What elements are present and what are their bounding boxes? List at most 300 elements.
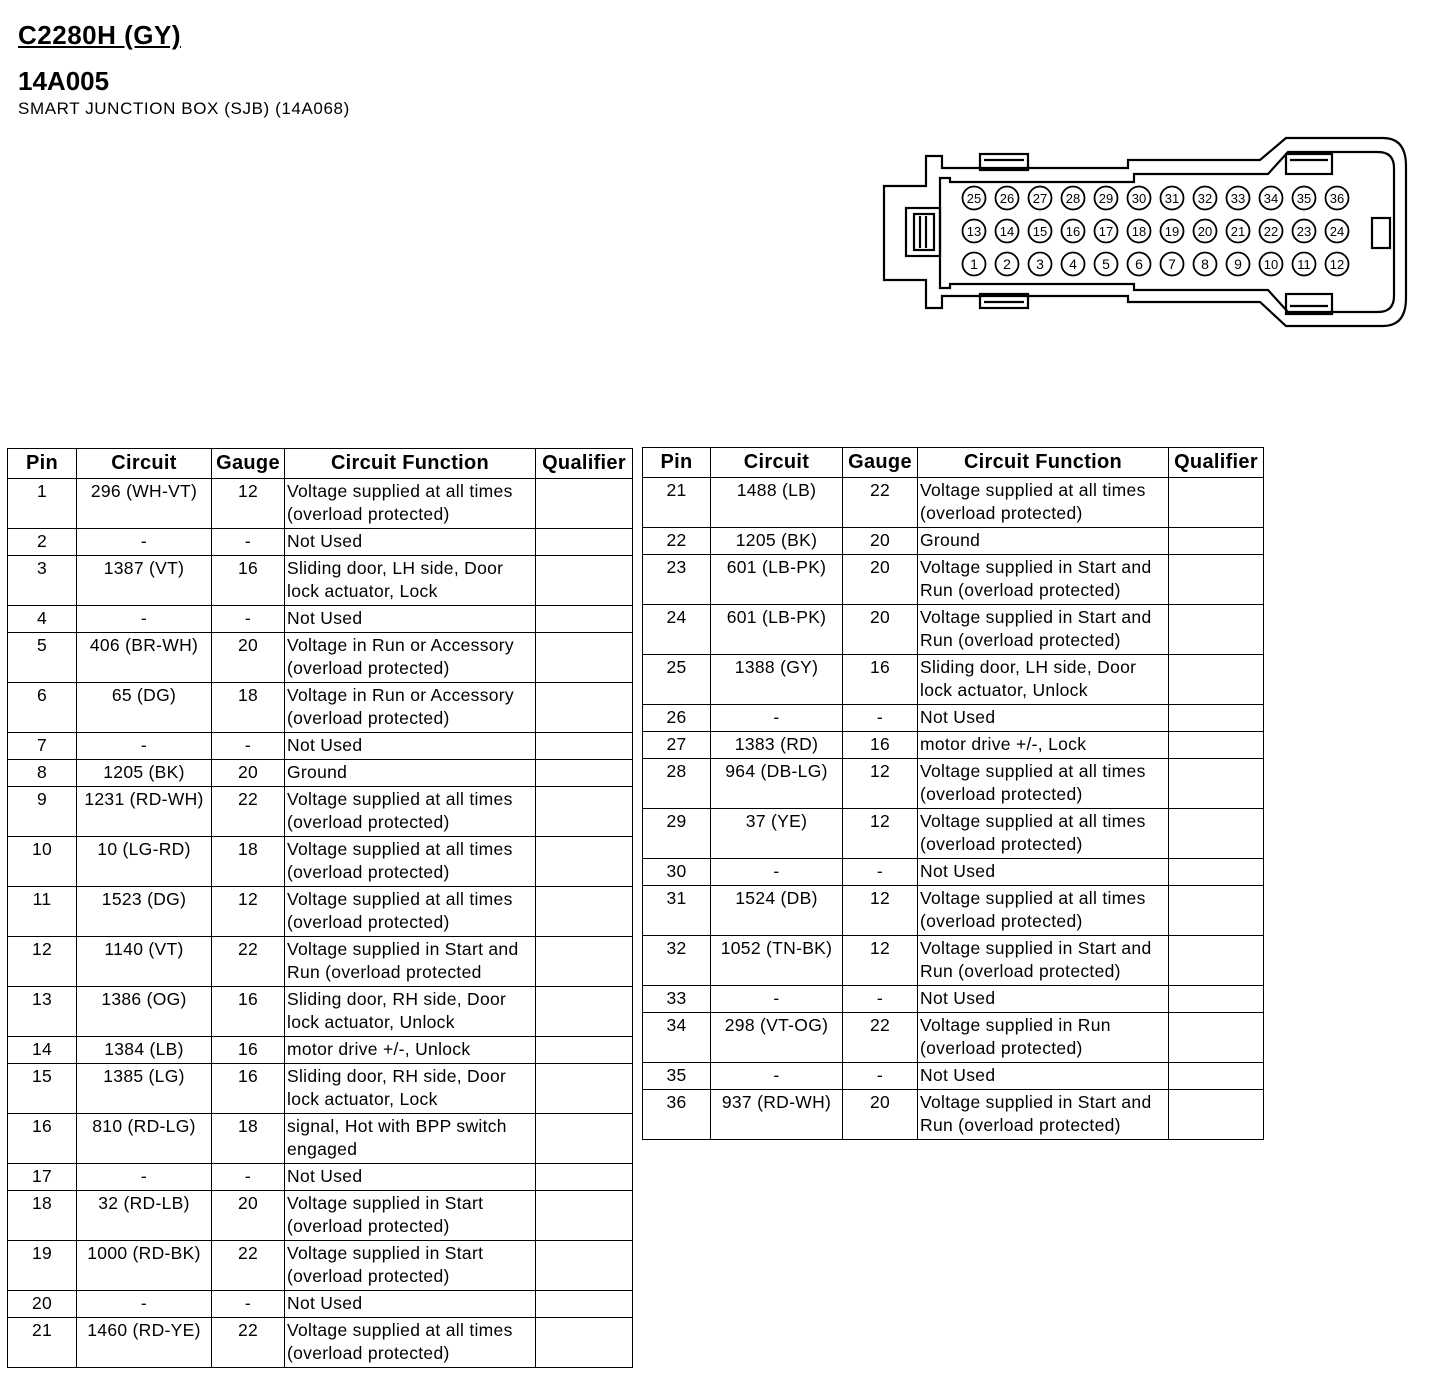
header-circuit: Circuit — [77, 449, 212, 479]
cell-circuit: - — [711, 705, 843, 732]
connector-pin — [1128, 253, 1151, 276]
cell-pin: 3 — [8, 556, 77, 606]
cell-gauge: 16 — [212, 987, 285, 1037]
table-row — [8, 787, 633, 837]
pin-number: 7 — [1168, 256, 1176, 272]
connector-pin — [1161, 253, 1184, 276]
cell-circuit-function: signal, Hot with BPP switch engaged — [285, 1114, 536, 1164]
cell-circuit-function: Voltage supplied at all times (overload protected) — [918, 886, 1169, 936]
pin-number: 14 — [999, 224, 1015, 239]
cell-circuit: 601 (LB-PK) — [711, 605, 843, 655]
cell-pin: 35 — [643, 1063, 711, 1090]
cell-pin: 31 — [643, 886, 711, 936]
cell-circuit-function: Voltage in Run or Accessory (overload protected) — [285, 633, 536, 683]
cell-circuit: 1388 (GY) — [711, 655, 843, 705]
cell-circuit: 1205 (BK) — [711, 528, 843, 555]
pin-number: 12 — [1329, 257, 1345, 272]
cell-circuit: 937 (RD-WH) — [711, 1090, 843, 1140]
header-circuit-function: Circuit Function — [918, 448, 1169, 478]
connector-pin — [1326, 220, 1349, 243]
cell-qualifier — [1169, 528, 1264, 555]
table-header-row — [643, 448, 1264, 478]
pin-number: 27 — [1032, 191, 1048, 206]
cell-qualifier — [1169, 1063, 1264, 1090]
cell-gauge: - — [843, 859, 918, 886]
cell-pin: 27 — [643, 732, 711, 759]
pin-number: 24 — [1329, 224, 1345, 239]
connector-pin — [1260, 253, 1283, 276]
connector-pin — [1062, 220, 1085, 243]
table-row — [8, 837, 633, 887]
cell-qualifier — [1169, 759, 1264, 809]
cell-gauge: 22 — [843, 1013, 918, 1063]
cell-pin: 20 — [8, 1291, 77, 1318]
table-row — [8, 733, 633, 760]
cell-circuit: 1524 (DB) — [711, 886, 843, 936]
cell-pin: 4 — [8, 606, 77, 633]
cell-circuit: 1383 (RD) — [711, 732, 843, 759]
table-row — [8, 937, 633, 987]
cell-circuit: 37 (YE) — [711, 809, 843, 859]
cell-circuit: 1231 (RD-WH) — [77, 787, 212, 837]
header-qualifier: Qualifier — [536, 449, 633, 479]
cell-gauge: 20 — [212, 633, 285, 683]
cell-circuit-function: Voltage supplied in Start and Run (overload protected) — [918, 555, 1169, 605]
cell-circuit: 1460 (RD-YE) — [77, 1318, 212, 1368]
cell-circuit: 1384 (LB) — [77, 1037, 212, 1064]
cell-circuit-function: Voltage supplied in Run (overload protected) — [918, 1013, 1169, 1063]
cell-pin: 21 — [643, 478, 711, 528]
table-row — [8, 606, 633, 633]
cell-circuit: - — [77, 1164, 212, 1191]
header-pin: Pin — [8, 449, 77, 479]
cell-qualifier — [536, 887, 633, 937]
table-row — [8, 683, 633, 733]
cell-pin: 30 — [643, 859, 711, 886]
cell-gauge: - — [212, 733, 285, 760]
pin-number: 26 — [999, 191, 1015, 206]
cell-circuit-function: Not Used — [285, 1291, 536, 1318]
connector-pin — [1095, 187, 1118, 210]
cell-qualifier — [536, 787, 633, 837]
cell-gauge: 22 — [843, 478, 918, 528]
cell-qualifier — [536, 937, 633, 987]
cell-gauge: 12 — [843, 936, 918, 986]
pin-number: 8 — [1201, 256, 1209, 272]
table-row — [8, 1114, 633, 1164]
cell-circuit-function: Not Used — [918, 986, 1169, 1013]
table-row — [643, 809, 1264, 859]
cell-circuit-function: Not Used — [285, 606, 536, 633]
cell-pin: 17 — [8, 1164, 77, 1191]
cell-gauge: - — [843, 1063, 918, 1090]
cell-circuit-function: Voltage supplied at all times (overload protected) — [918, 478, 1169, 528]
pin-number: 15 — [1032, 224, 1048, 239]
cell-qualifier — [1169, 705, 1264, 732]
cell-circuit-function: Not Used — [918, 859, 1169, 886]
cell-pin: 28 — [643, 759, 711, 809]
cell-qualifier — [1169, 859, 1264, 886]
cell-gauge: 18 — [212, 683, 285, 733]
connector-pin — [1029, 187, 1052, 210]
cell-pin: 29 — [643, 809, 711, 859]
cell-qualifier — [536, 837, 633, 887]
cell-pin: 32 — [643, 936, 711, 986]
connector-title: C2280H (GY) — [18, 20, 181, 50]
cell-circuit-function: Voltage supplied in Start and Run (overload protected — [285, 937, 536, 987]
table-row — [8, 479, 633, 529]
header-circuit-function: Circuit Function — [285, 449, 536, 479]
pin-grid — [963, 187, 1349, 276]
connector-pin — [1260, 220, 1283, 243]
table-row — [643, 605, 1264, 655]
cell-gauge: - — [843, 986, 918, 1013]
pin-number: 33 — [1230, 191, 1246, 206]
pin-number: 16 — [1065, 224, 1081, 239]
cell-circuit-function: Sliding door, RH side, Door lock actuator, Lock — [285, 1064, 536, 1114]
pin-number: 20 — [1197, 224, 1213, 239]
cell-pin: 12 — [8, 937, 77, 987]
cell-pin: 26 — [643, 705, 711, 732]
component-description: SMART JUNCTION BOX (SJB) (14A068) — [18, 99, 350, 118]
table-row — [643, 986, 1264, 1013]
connector-pin — [1194, 253, 1217, 276]
cell-circuit-function: Voltage supplied at all times (overload protected) — [285, 787, 536, 837]
connector-pin — [1227, 220, 1250, 243]
pin-number: 32 — [1197, 191, 1213, 206]
table-row — [643, 1013, 1264, 1063]
cell-pin: 15 — [8, 1064, 77, 1114]
cell-circuit-function: Voltage supplied at all times (overload protected) — [918, 759, 1169, 809]
cell-qualifier — [536, 1037, 633, 1064]
connector-pin — [963, 253, 986, 276]
pin-number: 23 — [1296, 224, 1312, 239]
cell-qualifier — [1169, 986, 1264, 1013]
cell-circuit-function: Voltage supplied at all times (overload protected) — [285, 1318, 536, 1368]
table-row — [643, 886, 1264, 936]
cell-pin: 5 — [8, 633, 77, 683]
table-row — [8, 1164, 633, 1191]
cell-pin: 24 — [643, 605, 711, 655]
pin-number: 29 — [1098, 191, 1114, 206]
pin-number: 11 — [1297, 257, 1311, 272]
pin-number: 4 — [1069, 256, 1077, 272]
cell-qualifier — [536, 1164, 633, 1191]
table-row — [643, 655, 1264, 705]
top-tab-right — [1286, 154, 1332, 174]
cell-pin: 7 — [8, 733, 77, 760]
cell-gauge: - — [212, 1164, 285, 1191]
cell-circuit: 810 (RD-LG) — [77, 1114, 212, 1164]
pin-number: 5 — [1102, 256, 1110, 272]
pin-number: 17 — [1098, 224, 1114, 239]
cell-qualifier — [1169, 605, 1264, 655]
cell-gauge: 20 — [843, 1090, 918, 1140]
table-row — [643, 555, 1264, 605]
connector-pin — [1194, 187, 1217, 210]
cell-circuit-function: Not Used — [285, 1164, 536, 1191]
cell-circuit: - — [77, 1291, 212, 1318]
cell-circuit: - — [711, 1063, 843, 1090]
cell-circuit: 1000 (RD-BK) — [77, 1241, 212, 1291]
cell-qualifier — [536, 1241, 633, 1291]
connector-pin — [963, 187, 986, 210]
connector-pin — [1161, 220, 1184, 243]
cell-circuit: 296 (WH-VT) — [77, 479, 212, 529]
cell-pin: 36 — [643, 1090, 711, 1140]
cell-pin: 21 — [8, 1318, 77, 1368]
table-row — [643, 936, 1264, 986]
connector-pin — [1062, 187, 1085, 210]
pin-table-left — [7, 448, 633, 1368]
connector-pin — [1293, 187, 1316, 210]
pin-number: 1 — [970, 256, 978, 272]
cell-circuit: 1523 (DG) — [77, 887, 212, 937]
pin-number: 10 — [1263, 257, 1279, 272]
cell-circuit: - — [77, 606, 212, 633]
table-row — [8, 760, 633, 787]
cell-circuit-function: Voltage supplied in Start and Run (overload protected) — [918, 1090, 1169, 1140]
cell-qualifier — [1169, 1090, 1264, 1140]
table-row — [643, 1090, 1264, 1140]
cell-circuit-function: Sliding door, LH side, Door lock actuator, Unlock — [918, 655, 1169, 705]
pin-number: 36 — [1329, 191, 1345, 206]
header-qualifier: Qualifier — [1169, 448, 1264, 478]
cell-qualifier — [1169, 655, 1264, 705]
cell-pin: 9 — [8, 787, 77, 837]
table-row — [8, 987, 633, 1037]
table-row — [8, 1291, 633, 1318]
table-row — [643, 759, 1264, 809]
table-row — [8, 529, 633, 556]
cell-qualifier — [536, 1291, 633, 1318]
cell-pin: 18 — [8, 1191, 77, 1241]
cell-gauge: - — [212, 606, 285, 633]
cell-circuit-function: Voltage in Run or Accessory (overload protected) — [285, 683, 536, 733]
table-row — [643, 528, 1264, 555]
cell-qualifier — [1169, 478, 1264, 528]
cell-circuit: 1385 (LG) — [77, 1064, 212, 1114]
cell-circuit: - — [77, 529, 212, 556]
cell-circuit-function: Not Used — [918, 705, 1169, 732]
pin-number: 6 — [1135, 256, 1143, 272]
pin-table-right — [642, 447, 1264, 1140]
cell-pin: 6 — [8, 683, 77, 733]
cell-pin: 23 — [643, 555, 711, 605]
cell-gauge: 20 — [843, 605, 918, 655]
connector-pin — [1161, 187, 1184, 210]
cell-gauge: 18 — [212, 837, 285, 887]
cell-qualifier — [1169, 555, 1264, 605]
cell-circuit-function: Sliding door, LH side, Door lock actuator, Lock — [285, 556, 536, 606]
cell-gauge: 16 — [843, 655, 918, 705]
cell-gauge: 12 — [843, 809, 918, 859]
cell-qualifier — [536, 606, 633, 633]
pin-number: 2 — [1003, 256, 1011, 272]
header-circuit: Circuit — [711, 448, 843, 478]
pin-number: 19 — [1164, 224, 1180, 239]
cell-gauge: 12 — [843, 759, 918, 809]
right-key — [1372, 218, 1390, 248]
pin-number: 30 — [1131, 191, 1147, 206]
cell-circuit-function: motor drive +/-, Lock — [918, 732, 1169, 759]
left-latch-inner — [914, 214, 934, 250]
table-row — [8, 887, 633, 937]
cell-qualifier — [536, 1064, 633, 1114]
cell-gauge: - — [212, 529, 285, 556]
cell-gauge: 20 — [843, 528, 918, 555]
cell-circuit-function: Voltage supplied in Start and Run (overload protected) — [918, 605, 1169, 655]
cell-circuit: 32 (RD-LB) — [77, 1191, 212, 1241]
cell-circuit: 1387 (VT) — [77, 556, 212, 606]
pin-number: 21 — [1230, 224, 1246, 239]
cell-qualifier — [1169, 732, 1264, 759]
pin-number: 18 — [1131, 224, 1147, 239]
cell-circuit: 406 (BR-WH) — [77, 633, 212, 683]
cell-qualifier — [536, 1318, 633, 1368]
table-row — [643, 732, 1264, 759]
part-number: 14A005 — [18, 66, 110, 96]
cell-gauge: 16 — [212, 556, 285, 606]
table-row — [8, 633, 633, 683]
cell-circuit-function: Ground — [918, 528, 1169, 555]
cell-circuit-function: Not Used — [285, 529, 536, 556]
cell-pin: 13 — [8, 987, 77, 1037]
cell-circuit-function: Voltage supplied at all times (overload protected) — [285, 837, 536, 887]
connector-pin — [963, 220, 986, 243]
cell-circuit: 1488 (LB) — [711, 478, 843, 528]
cell-qualifier — [1169, 1013, 1264, 1063]
connector-pin — [1029, 253, 1052, 276]
connector-pin — [1095, 220, 1118, 243]
cell-gauge: 20 — [843, 555, 918, 605]
table-row — [643, 1063, 1264, 1090]
cell-gauge: 12 — [212, 887, 285, 937]
connector-pin — [1293, 253, 1316, 276]
connector-pin — [1227, 187, 1250, 210]
cell-qualifier — [536, 479, 633, 529]
connector-pin — [1293, 220, 1316, 243]
cell-gauge: - — [843, 705, 918, 732]
cell-qualifier — [536, 760, 633, 787]
connector-pin — [1326, 187, 1349, 210]
cell-qualifier — [536, 987, 633, 1037]
connector-pin — [996, 253, 1019, 276]
cell-circuit: 1205 (BK) — [77, 760, 212, 787]
table-row — [643, 705, 1264, 732]
connector-pin — [1326, 253, 1349, 276]
cell-qualifier — [536, 683, 633, 733]
cell-gauge: 22 — [212, 1318, 285, 1368]
cell-qualifier — [1169, 809, 1264, 859]
cell-circuit: - — [77, 733, 212, 760]
table-row — [8, 1037, 633, 1064]
cell-circuit-function: Voltage supplied in Start (overload protected) — [285, 1241, 536, 1291]
cell-gauge: 20 — [212, 760, 285, 787]
cell-circuit-function: Voltage supplied in Start and Run (overload protected) — [918, 936, 1169, 986]
table-header-row — [8, 449, 633, 479]
table-row — [8, 1191, 633, 1241]
cell-pin: 19 — [8, 1241, 77, 1291]
cell-gauge: 18 — [212, 1114, 285, 1164]
cell-gauge: 16 — [212, 1037, 285, 1064]
cell-pin: 1 — [8, 479, 77, 529]
table-row — [8, 1064, 633, 1114]
header-gauge: Gauge — [843, 448, 918, 478]
cell-circuit: 65 (DG) — [77, 683, 212, 733]
table-row — [8, 1241, 633, 1291]
cell-circuit-function: Voltage supplied in Start (overload protected) — [285, 1191, 536, 1241]
connector-pin — [1227, 253, 1250, 276]
connector-pin — [1260, 187, 1283, 210]
cell-qualifier — [536, 1191, 633, 1241]
cell-circuit-function: Voltage supplied at all times (overload protected) — [285, 479, 536, 529]
cell-circuit-function: Not Used — [285, 733, 536, 760]
connector-pin — [1062, 253, 1085, 276]
cell-pin: 8 — [8, 760, 77, 787]
cell-gauge: 12 — [843, 886, 918, 936]
cell-pin: 14 — [8, 1037, 77, 1064]
header-gauge: Gauge — [212, 449, 285, 479]
pin-number: 13 — [966, 224, 982, 239]
cell-circuit: 964 (DB-LG) — [711, 759, 843, 809]
cell-circuit-function: Sliding door, RH side, Door lock actuator, Unlock — [285, 987, 536, 1037]
cell-circuit-function: Ground — [285, 760, 536, 787]
cell-gauge: 20 — [212, 1191, 285, 1241]
pin-number: 35 — [1296, 191, 1312, 206]
cell-pin: 11 — [8, 887, 77, 937]
cell-qualifier — [536, 1114, 633, 1164]
table-row — [643, 478, 1264, 528]
cell-qualifier — [1169, 886, 1264, 936]
pin-number: 3 — [1036, 256, 1044, 272]
cell-pin: 2 — [8, 529, 77, 556]
cell-circuit: 601 (LB-PK) — [711, 555, 843, 605]
cell-circuit-function: Not Used — [918, 1063, 1169, 1090]
cell-qualifier — [536, 733, 633, 760]
cell-circuit-function: motor drive +/-, Unlock — [285, 1037, 536, 1064]
cell-circuit: - — [711, 986, 843, 1013]
connector-pin — [996, 220, 1019, 243]
cell-gauge: - — [212, 1291, 285, 1318]
cell-circuit-function: Voltage supplied at all times (overload protected) — [285, 887, 536, 937]
table-row — [8, 1318, 633, 1368]
cell-qualifier — [536, 529, 633, 556]
header-pin: Pin — [643, 448, 711, 478]
cell-qualifier — [536, 556, 633, 606]
pin-number: 25 — [966, 191, 982, 206]
pin-number: 28 — [1065, 191, 1081, 206]
pin-number: 34 — [1263, 191, 1279, 206]
cell-pin: 25 — [643, 655, 711, 705]
cell-pin: 33 — [643, 986, 711, 1013]
connector-pin — [1128, 187, 1151, 210]
cell-circuit: 1386 (OG) — [77, 987, 212, 1037]
cell-gauge: 22 — [212, 1241, 285, 1291]
cell-gauge: 16 — [843, 732, 918, 759]
cell-pin: 22 — [643, 528, 711, 555]
cell-qualifier — [1169, 936, 1264, 986]
cell-gauge: 16 — [212, 1064, 285, 1114]
connector-pin — [1029, 220, 1052, 243]
cell-gauge: 12 — [212, 479, 285, 529]
cell-circuit: 1052 (TN-BK) — [711, 936, 843, 986]
connector-pin — [1194, 220, 1217, 243]
pin-number: 22 — [1263, 224, 1279, 239]
cell-pin: 34 — [643, 1013, 711, 1063]
cell-pin: 10 — [8, 837, 77, 887]
connector-face-diagram — [878, 134, 1410, 330]
